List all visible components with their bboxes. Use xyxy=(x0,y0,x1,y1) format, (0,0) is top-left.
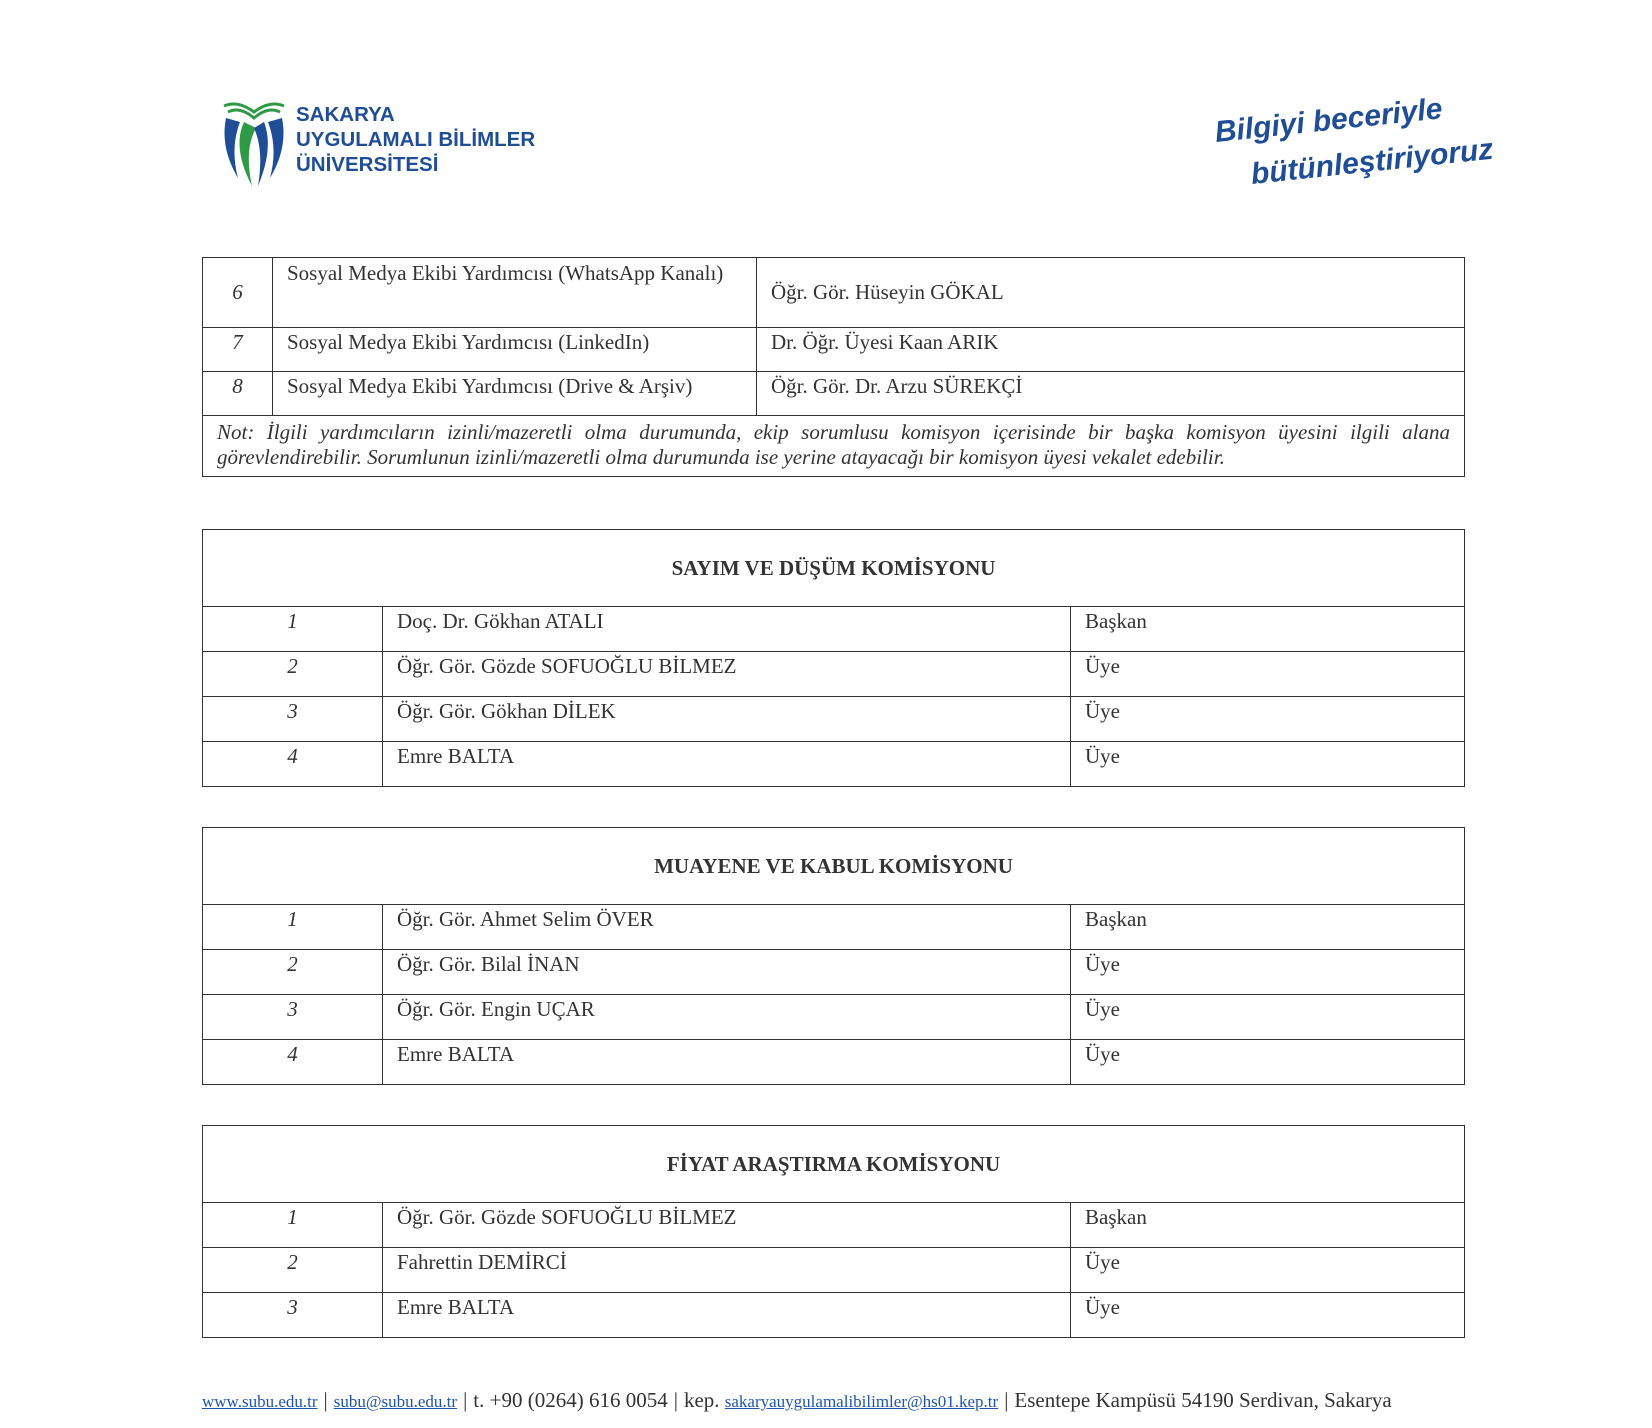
committee-table-muayene-kabul xyxy=(202,827,1465,1085)
committee-table-sayim-dusum xyxy=(202,529,1465,787)
footer-separator: | xyxy=(1004,1388,1009,1412)
table-row xyxy=(203,1203,1465,1248)
member-number: 3 xyxy=(203,1293,383,1338)
member-name: Öğr. Gör. Bilal İNAN xyxy=(383,950,1071,995)
table-row xyxy=(203,328,1465,372)
table-row xyxy=(203,372,1465,416)
table-row xyxy=(203,697,1465,742)
member-number: 3 xyxy=(203,697,383,742)
table-row xyxy=(203,742,1465,787)
member-name: Öğr. Gör. Gökhan DİLEK xyxy=(383,697,1071,742)
table-row xyxy=(203,607,1465,652)
footer-separator: | xyxy=(323,1388,328,1412)
member-number: 4 xyxy=(203,742,383,787)
member-name: Öğr. Gör. Engin UÇAR xyxy=(383,995,1071,1040)
member-role: Üye xyxy=(1071,697,1465,742)
member-role: Başkan xyxy=(1071,905,1465,950)
role-cell: Sosyal Medya Ekibi Yardımcısı (Drive & Arşiv) xyxy=(273,372,757,416)
member-name: Öğr. Gör. Gözde SOFUOĞLU BİLMEZ xyxy=(383,1203,1071,1248)
member-number: 2 xyxy=(203,1248,383,1293)
role-cell: Sosyal Medya Ekibi Yardımcısı (WhatsApp Kanalı) xyxy=(273,258,757,328)
member-role: Başkan xyxy=(1071,607,1465,652)
website-link[interactable]: www.subu.edu.tr xyxy=(202,1392,318,1411)
member-role: Üye xyxy=(1071,742,1465,787)
table-row xyxy=(203,950,1465,995)
person-cell: Öğr. Gör. Dr. Arzu SÜREKÇİ xyxy=(757,372,1465,416)
row-number: 7 xyxy=(203,328,273,372)
member-role: Üye xyxy=(1071,1248,1465,1293)
member-name: Emre BALTA xyxy=(383,1293,1071,1338)
committee-title: FİYAT ARAŞTIRMA KOMİSYONU xyxy=(203,1126,1465,1203)
member-role: Başkan xyxy=(1071,1203,1465,1248)
member-number: 2 xyxy=(203,950,383,995)
university-emblem-icon xyxy=(218,98,290,190)
slogan xyxy=(1212,92,1495,191)
team-table xyxy=(202,257,1465,477)
table-row xyxy=(203,652,1465,697)
member-name: Fahrettin DEMİRCİ xyxy=(383,1248,1071,1293)
member-name: Doç. Dr. Gökhan ATALI xyxy=(383,607,1071,652)
member-role: Üye xyxy=(1071,652,1465,697)
slogan-line-2: bütünleştiriyoruz xyxy=(1249,132,1495,191)
member-role: Üye xyxy=(1071,950,1465,995)
member-role: Üye xyxy=(1071,1040,1465,1085)
table-row xyxy=(203,258,1465,328)
phone-text: t. +90 (0264) 616 0054 xyxy=(473,1388,668,1412)
member-role: Üye xyxy=(1071,995,1465,1040)
address-text: Esentepe Kampüsü 54190 Serdivan, Sakarya xyxy=(1014,1388,1392,1412)
person-cell: Dr. Öğr. Üyesi Kaan ARIK xyxy=(757,328,1465,372)
member-number: 4 xyxy=(203,1040,383,1085)
table-row xyxy=(203,416,1465,477)
member-name: Öğr. Gör. Gözde SOFUOĞLU BİLMEZ xyxy=(383,652,1071,697)
table-row xyxy=(203,1040,1465,1085)
footer-separator: | xyxy=(673,1388,678,1412)
row-number: 6 xyxy=(203,258,273,328)
member-name: Öğr. Gör. Ahmet Selim ÖVER xyxy=(383,905,1071,950)
footer-separator: | xyxy=(463,1388,468,1412)
role-cell: Sosyal Medya Ekibi Yardımcısı (LinkedIn) xyxy=(273,328,757,372)
university-name: SAKARYA UYGULAMALI BİLİMLER ÜNİVERSİTESİ xyxy=(296,103,536,176)
note-text: Not: İlgili yardımcıların izinli/mazeretli olma durumunda, ekip sorumlusu komisyon içerisinde bir başka komisyon üyesini ilgili alana görevlendirebilir. Sorumlunun izinli/mazeretli olma durumunda ise yerine atayacağı bir komisyon üyesi vekalet edebilir. xyxy=(203,416,1465,477)
member-name: Emre BALTA xyxy=(383,742,1071,787)
kep-label: kep. xyxy=(683,1388,720,1412)
member-number: 2 xyxy=(203,652,383,697)
member-number: 1 xyxy=(203,1203,383,1248)
person-cell: Öğr. Gör. Hüseyin GÖKAL xyxy=(757,258,1465,328)
member-name: Emre BALTA xyxy=(383,1040,1071,1085)
footer xyxy=(202,1388,1464,1413)
committee-title: SAYIM VE DÜŞÜM KOMİSYONU xyxy=(203,530,1465,607)
member-number: 1 xyxy=(203,905,383,950)
table-row xyxy=(203,995,1465,1040)
slogan-line-1: Bilgiyi beceriyle xyxy=(1213,92,1444,149)
email-link[interactable]: subu@subu.edu.tr xyxy=(333,1392,458,1411)
table-row xyxy=(203,1293,1465,1338)
committee-table-fiyat-arastirma xyxy=(202,1125,1465,1338)
row-number: 8 xyxy=(203,372,273,416)
member-number: 3 xyxy=(203,995,383,1040)
committee-title: MUAYENE VE KABUL KOMİSYONU xyxy=(203,828,1465,905)
table-row xyxy=(203,905,1465,950)
table-row xyxy=(203,1248,1465,1293)
member-number: 1 xyxy=(203,607,383,652)
kep-link[interactable]: sakaryauygulamalibilimler@hs01.kep.tr xyxy=(724,1392,999,1411)
member-role: Üye xyxy=(1071,1293,1465,1338)
university-logo xyxy=(218,98,558,190)
